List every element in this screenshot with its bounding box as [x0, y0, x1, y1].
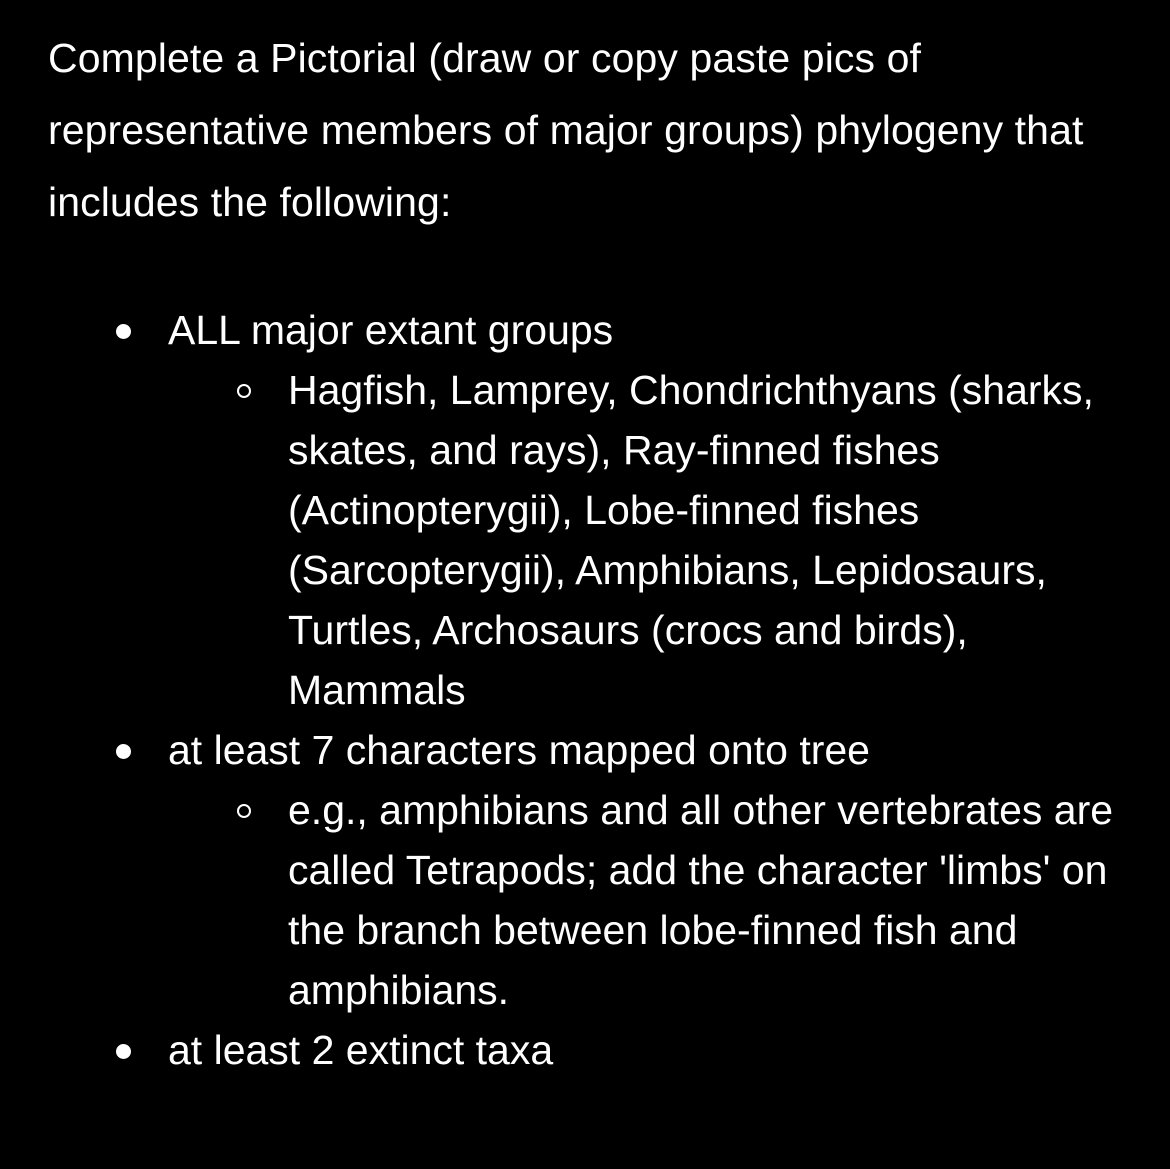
bullet-dot-icon — [116, 324, 131, 339]
intro-paragraph: Complete a Pictorial (draw or copy paste pics of representative members of major groups) phylogeny that includes the following: — [48, 35, 1084, 225]
subitem-text: e.g., amphibians and all other vertebrates are called Tetrapods; add the character 'limbs' on the branch between lobe-finned fish and amphibians. — [288, 787, 1114, 1013]
subitem-example — [168, 780, 1118, 1020]
subitem-group-list — [168, 360, 1118, 720]
requirement-label: at least 2 extinct taxa — [168, 1027, 554, 1073]
bullet-circle-icon — [237, 384, 251, 398]
requirement-sublist — [168, 780, 1170, 1020]
bullet-dot-icon — [116, 1044, 131, 1059]
subitem-text: Hagfish, Lamprey, Chondrichthyans (sharks, skates, and rays), Ray-finned fishes (Actinopterygii), Lobe-finned fishes (Sarcopterygii), Amphibians, Lepidosaurs, Turtles, Archosaurs (crocs and birds), Mammals — [288, 367, 1094, 713]
requirement-label: ALL major extant groups — [168, 307, 614, 353]
requirement-label: at least 7 characters mapped onto tree — [168, 727, 870, 773]
requirements-list — [48, 300, 1170, 1080]
bullet-dot-icon — [116, 744, 131, 759]
requirement-item-characters — [48, 720, 1170, 1020]
requirement-item-extant-groups — [48, 300, 1170, 720]
bullet-circle-icon — [237, 804, 251, 818]
requirement-sublist — [168, 360, 1170, 720]
requirement-item-extinct-taxa — [48, 1020, 1170, 1080]
